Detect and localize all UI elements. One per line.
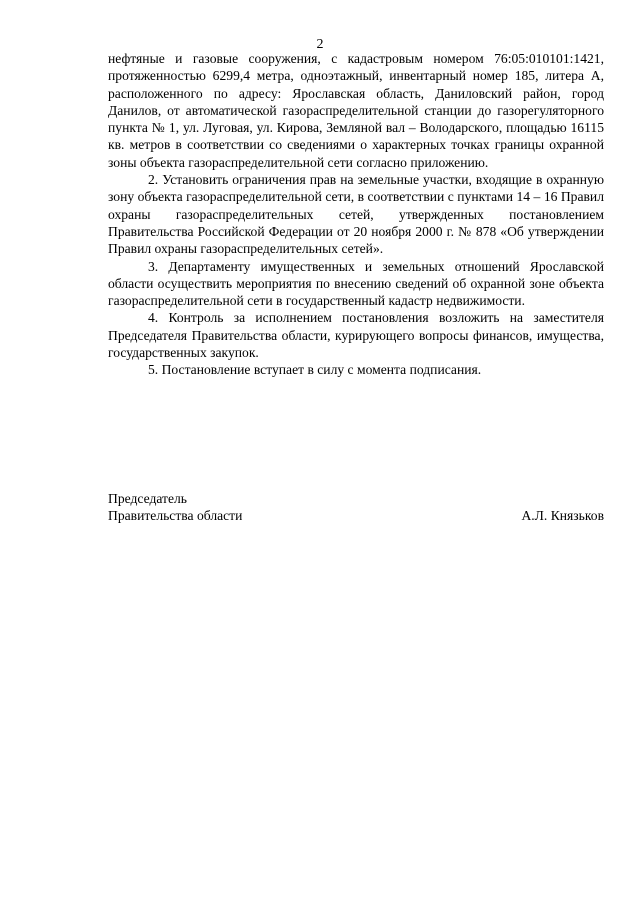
paragraph-item-4: 4. Контроль за исполнением постановления возложить на заместителя Председателя Правительства области, курирующего вопросы финансов, имущества, государственных закупок. (108, 310, 604, 361)
paragraph-item-2: 2. Установить ограничения прав на земельные участки, входящие в охранную зону объекта газораспределительной сети, в соответствии с пунктами 14 – 16 Правил охраны газораспределительных сетей, утвержденных постановлением Правительства Российской Федерации от 20 ноября 2000 г. № 878 «Об утверждении Правил охраны газораспределительных сетей». (108, 172, 604, 257)
signatory-name: А.Л. Князьков (521, 508, 604, 524)
paragraph-item-3: 3. Департаменту имущественных и земельных отношений Ярославской области осуществить мероприятия по внесению сведений об охранной зоне объекта газораспределительной сети в государственный кадастр недвижимости. (108, 258, 604, 309)
signatory-title-line-2: Правительства области (108, 508, 243, 524)
signature-row (108, 507, 604, 524)
paragraph-item-5: 5. Постановление вступает в силу с момента подписания. (148, 362, 482, 378)
signature-block (108, 490, 604, 525)
page-number: 2 (316, 37, 324, 52)
signatory-title-line-1: Председатель (108, 491, 187, 506)
paragraph-continuation: нефтяные и газовые сооружения, с кадастровым номером 76:05:010101:1421, протяженностью 6299,4 метра, одноэтажный, инвентарный номер 185, литера А, расположенного по адресу: Ярославская область, Даниловский район, город Данилов, от автоматической газораспределительной станции до газорегуляторного пункта № 1, ул. Луговая, ул. Кирова, Земляной вал – Володарского, площадью 16115 кв. метров в соответствии со сведениями о характерных точках границы охранной зоны объекта газораспределительной сети согласно приложению. (108, 51, 604, 170)
document-body (108, 50, 604, 379)
